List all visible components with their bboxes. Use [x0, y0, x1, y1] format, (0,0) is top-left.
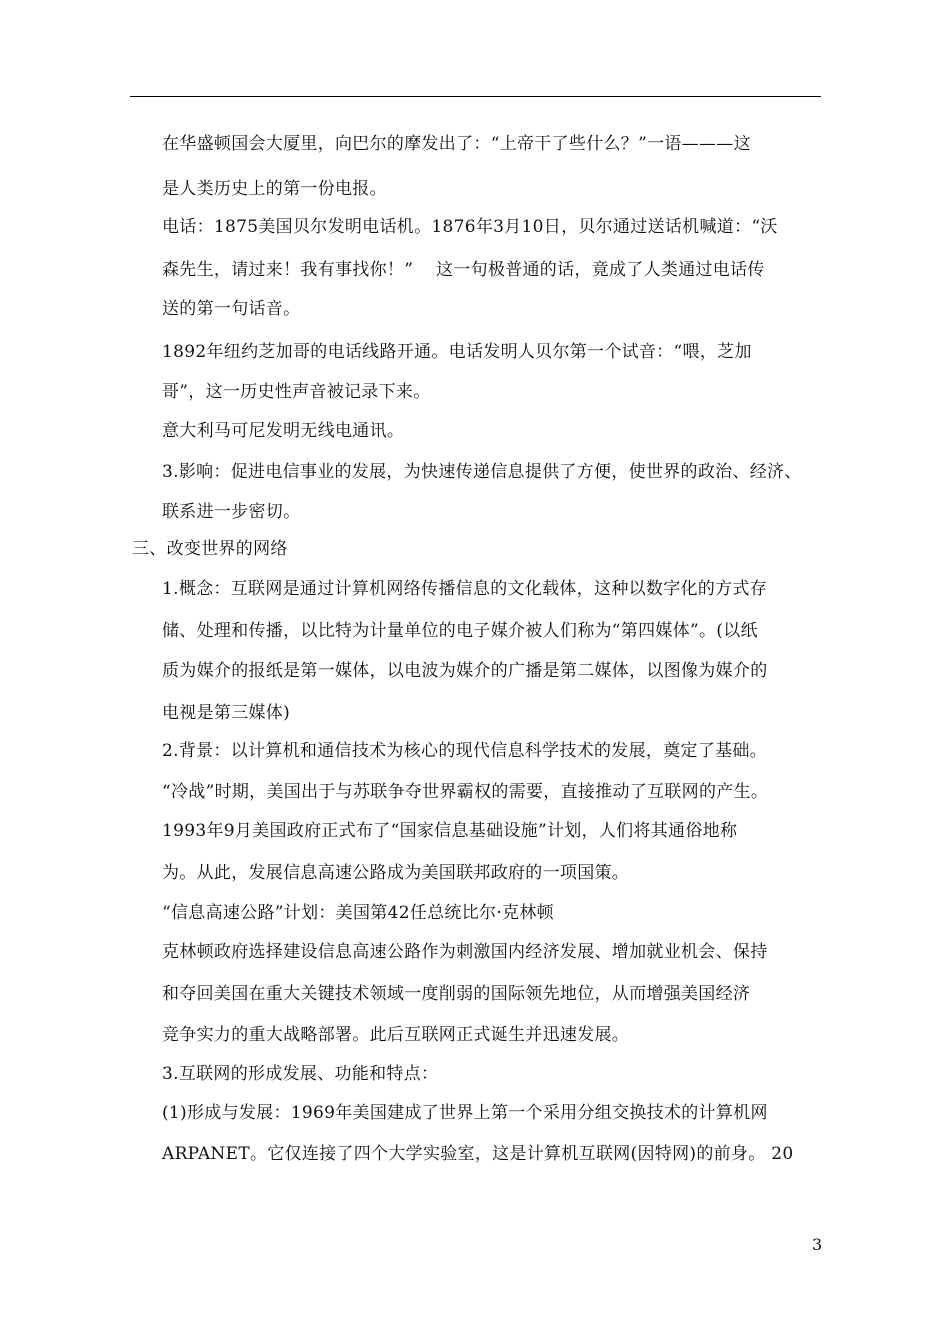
text-line: 电话：1875美国贝尔发明电话机。1876年3月10日，贝尔通过送话机喊道：“沃 [162, 217, 778, 237]
text-line: 电视是第三媒体) [162, 703, 291, 723]
text-line: “冷战”时期，美国出于与苏联争夺世界霸权的需要，直接推动了互联网的产生。 [162, 782, 769, 802]
text-line: 1993年9月美国政府正式布了“国家信息基础设施”计划，人们将其通俗地称 [162, 821, 738, 841]
text-line: (1)形成与发展：1969年美国建成了世界上第一个采用分组交换技术的计算机网 [162, 1103, 768, 1123]
text-line: 1892年纽约芝加哥的电话线路开通。电话发明人贝尔第一个试音：“喂，芝加 [162, 342, 752, 362]
text-line: 意大利马可尼发明无线电通讯。 [162, 421, 405, 441]
text-line: 联系进一步密切。 [162, 502, 301, 522]
page-number: 3 [812, 1235, 823, 1254]
text-line: 送的第一句话音。 [162, 299, 301, 319]
text-line: 3.互联网的形成发展、功能和特点： [162, 1064, 439, 1084]
text-line: 3.影响：促进电信事业的发展，为快速传递信息提供了方便，使世界的政治、经济、 [162, 462, 802, 482]
text-line: 克林顿政府选择建设信息高速公路作为刺激国内经济发展、增加就业机会、保持 [162, 942, 768, 962]
text-line: 储、处理和传播，以比特为计量单位的电子媒介被人们称为“第四媒体”。(以纸 [162, 621, 758, 641]
text-line: 森先生，请过来！我有事找你！” 这一句极普通的话，竟成了人类通过电话传 [162, 260, 765, 280]
text-line: ARPANET。它仅连接了四个大学实验室，这是计算机互联网(因特网)的前身。 20 [162, 1144, 794, 1164]
text-line: “信息高速公路”计划：美国第42任总统比尔·克林顿 [162, 903, 554, 923]
text-line: 哥”，这一历史性声音被记录下来。 [162, 382, 431, 402]
text-line: 在华盛顿国会大厦里，向巴尔的摩发出了：“上帝干了些什么？”一语———这 [162, 134, 751, 154]
text-line: 是人类历史上的第一份电报。 [162, 179, 387, 199]
text-line: 1.概念：互联网是通过计算机网络传播信息的文化载体，这种以数字化的方式存 [162, 579, 768, 599]
text-line: 2.背景：以计算机和通信技术为核心的现代信息科学技术的发展，奠定了基础。 [162, 741, 768, 761]
text-line: 质为媒介的报纸是第一媒体，以电波为媒介的广播是第二媒体，以图像为媒介的 [162, 661, 768, 681]
text-line: 为。从此，发展信息高速公路成为美国联邦政府的一项国策。 [162, 863, 630, 883]
section-heading: 三、改变世界的网络 [132, 539, 288, 559]
text-line: 和夺回美国在重大关键技术领域一度削弱的国际领先地位，从而增强美国经济 [162, 984, 751, 1004]
header-rule [130, 96, 821, 97]
text-line: 竞争实力的重大战略部署。此后互联网正式诞生并迅速发展。 [162, 1025, 630, 1045]
